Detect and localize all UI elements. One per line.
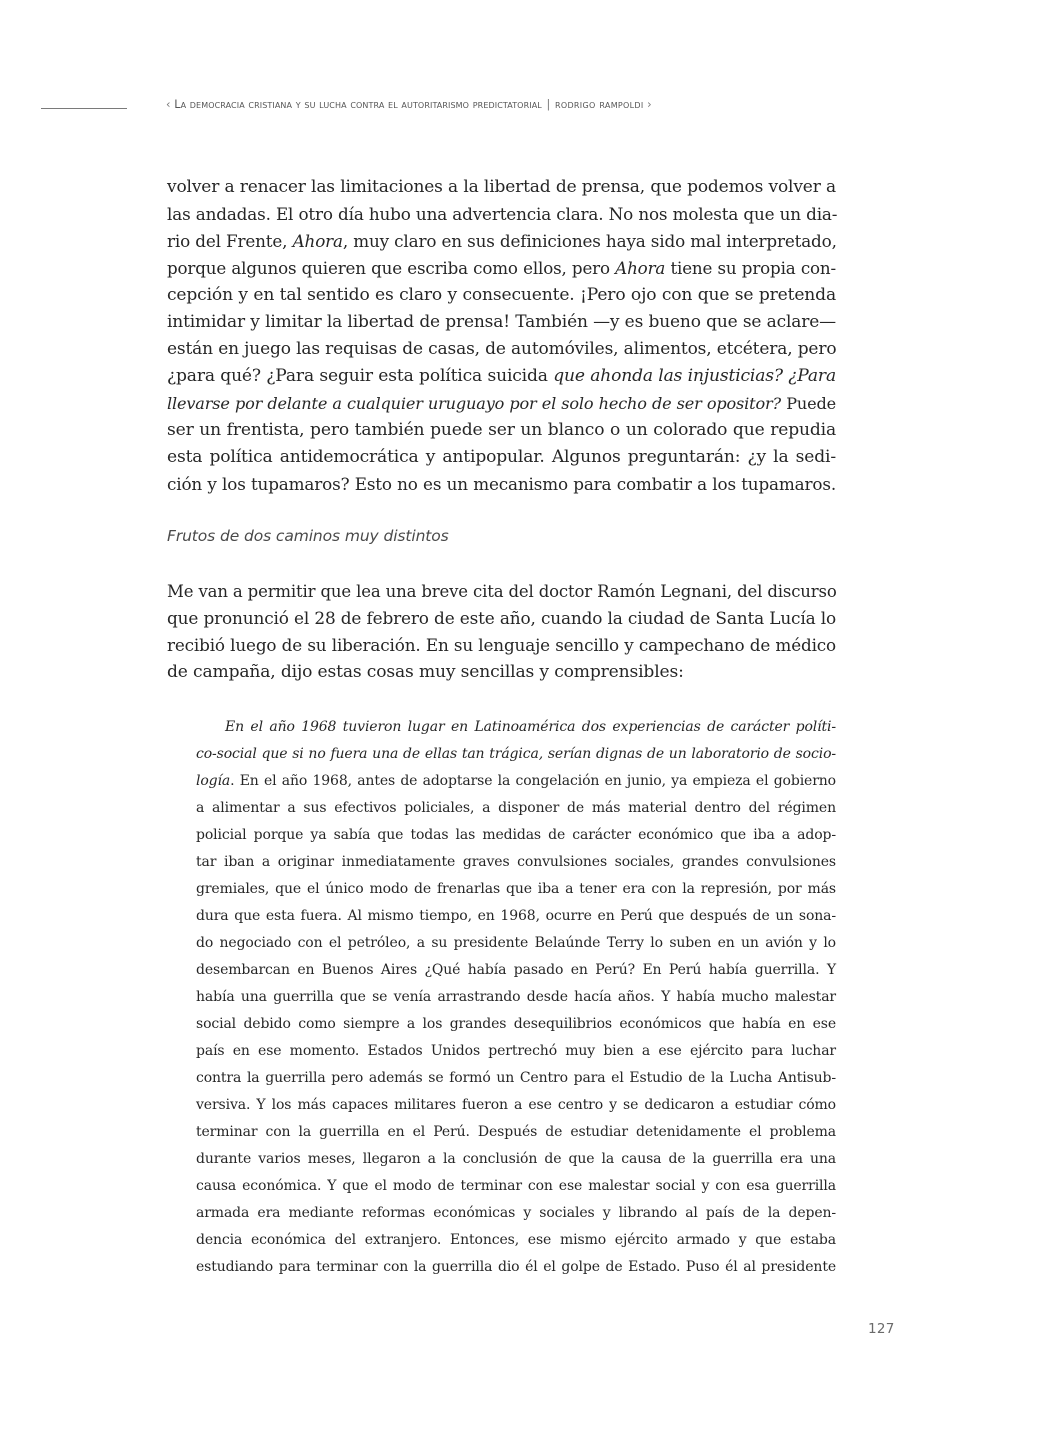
running-head-title: La democracia cristiana y su lucha contra el autoritarismo predictatorial	[174, 98, 542, 111]
newspaper-title: Ahora	[615, 258, 666, 278]
text-span: ¿para qué? ¿Para seguir esta política suicida	[167, 366, 554, 386]
text-line: volver a renacer las limitaciones a la libertad de prensa, que podemos volver a	[167, 177, 836, 197]
text-line: cepción y en tal sentido es claro y consecuente. ¡Pero ojo con que se pretenda	[167, 285, 836, 305]
text-span: , muy claro en sus definiciones haya sido mal interpretado,	[342, 231, 837, 251]
quote-line: había una guerrilla que se venía arrastrando desde hacía años. Y había mucho malestar	[196, 989, 836, 1005]
text-line: que pronunció el 28 de febrero de este año, cuando la ciudad de Santa Lucía lo	[167, 608, 837, 628]
quote-line: tar iban a originar inmediatamente graves convulsiones sociales, grandes convulsiones	[196, 854, 836, 870]
text-span: porque algunos quieren que escriba como ellos, pero	[167, 258, 616, 278]
quote-line: terminar con la guerrilla en el Perú. Después de estudiar detenidamente el problema	[196, 1124, 836, 1140]
quote-line: dura que esta fuera. Al mismo tiempo, en 1968, ocurre en Perú que después de un sona-	[196, 908, 836, 924]
italic-span: que ahonda las injusticias? ¿Para	[553, 366, 836, 386]
close-chevron: ›	[647, 98, 652, 111]
quote-line	[196, 768, 836, 795]
text-line: intimidar y limitar la libertad de prensa! También —y es bueno que se aclare—	[167, 312, 836, 332]
quote-line: a alimentar a sus efectivos policiales, a disponer de más material dentro del régimen	[196, 800, 836, 816]
running-head	[166, 97, 846, 113]
quote-line: co-social que si no fuera una de ellas tan trágica, serían dignas de un laboratorio de socio-	[196, 746, 836, 762]
text-line: ción y los tupamaros? Esto no es un mecanismo para combatir a los tupamaros.	[167, 474, 836, 494]
text-span: rio del Frente,	[167, 231, 293, 251]
text-line	[167, 390, 836, 417]
text-line: esta política antidemocrática y antipopular. Algunos preguntarán: ¿y la sedi-	[167, 447, 836, 467]
text-span: Puede	[781, 394, 836, 413]
quote-line: durante varios meses, llegaron a la conclusión de que la causa de la guerrilla era una	[196, 1151, 836, 1167]
page-number: 127	[868, 1321, 895, 1337]
quote-line: causa económica. Y que el modo de terminar con ese malestar social y con esa guerrilla	[196, 1178, 836, 1194]
text-line: están en juego las requisas de casas, de automóviles, alimentos, etcétera, pero	[167, 339, 837, 359]
text-line: de campaña, dijo estas cosas muy sencillas y comprensibles:	[167, 662, 684, 682]
text-line	[167, 363, 836, 390]
quote-line: desembarcan en Buenos Aires ¿Qué había pasado en Perú? En Perú había guerrilla. Y	[196, 962, 836, 978]
text-line	[167, 255, 836, 282]
text-line	[167, 228, 836, 255]
quote-line: policial porque ya sabía que todas las medidas de carácter económico que iba a adop-	[196, 827, 836, 843]
running-head-separator: |	[546, 98, 551, 111]
italic-span: logía	[196, 773, 231, 789]
quote-line: país en ese momento. Estados Unidos pertrechó muy bien a ese ejército para luchar	[196, 1043, 836, 1059]
header-rule	[41, 108, 127, 109]
quote-line: dencia económica del extranjero. Entonces, ese mismo ejército armado y que estaba	[196, 1232, 836, 1248]
running-head-author: rodrigo rampoldi	[555, 98, 644, 111]
italic-span: llevarse por delante a cualquier uruguayo por el solo hecho de ser opositor?	[167, 394, 782, 413]
newspaper-title: Ahora	[292, 231, 343, 251]
section-subheading: Frutos de dos caminos muy distintos	[167, 527, 449, 545]
text-span: . En el año 1968, antes de adoptarse la congelación en junio, ya empieza el gobierno	[230, 773, 836, 789]
quote-line: En el año 1968 tuvieron lugar en Latinoamérica dos experiencias de carácter políti-	[225, 719, 836, 735]
quote-line: estudiando para terminar con la guerrilla dio él el golpe de Estado. Puso él al presidente	[196, 1259, 836, 1275]
text-span: tiene su propia con-	[665, 258, 837, 278]
quote-line: armada era mediante reformas económicas y sociales y librando al país de la depen-	[196, 1205, 836, 1221]
text-line: recibió luego de su liberación. En su lenguaje sencillo y campechano de médico	[167, 635, 836, 655]
quote-line: social debido como siempre a los grandes desequilibrios económicos que había en ese	[196, 1016, 836, 1032]
quote-line: versiva. Y los más capaces militares fueron a ese centro y se dedicaron a estudiar cómo	[196, 1097, 836, 1113]
quote-line: contra la guerrilla pero además se formó un Centro para el Estudio de la Lucha Antisub-	[196, 1070, 836, 1086]
open-chevron: ‹	[166, 98, 171, 111]
text-line: Me van a permitir que lea una breve cita del doctor Ramón Legnani, del discurso	[167, 582, 837, 601]
text-line: ser un frentista, pero también puede ser un blanco o un colorado que repudia	[167, 420, 836, 440]
quote-line: do negociado con el petróleo, a su presidente Belaúnde Terry lo suben en un avión y lo	[196, 935, 836, 951]
text-line: las andadas. El otro día hubo una advertencia clara. No nos molesta que un dia-	[167, 204, 838, 224]
quote-line: gremiales, que el único modo de frenarlas que iba a tener era con la represión, por más	[196, 881, 836, 897]
